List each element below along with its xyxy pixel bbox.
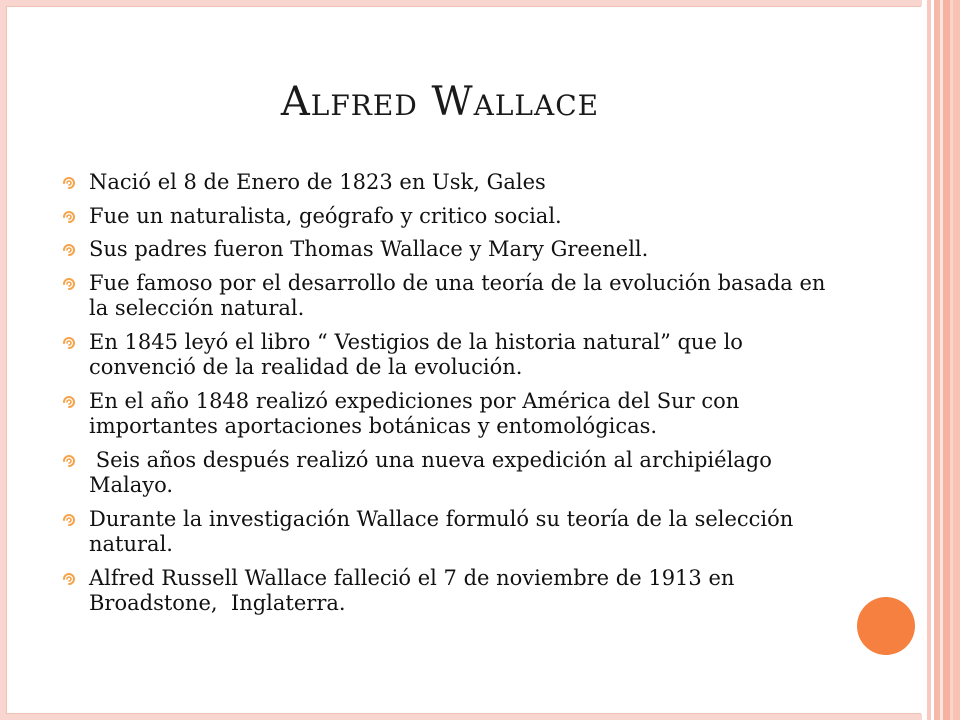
swirl-bullet-icon [62,336,76,350]
bullet-item [62,204,832,230]
swirl-bullet-icon [62,572,76,586]
bullet-item [62,271,832,322]
bullet-item [62,237,832,263]
bullet-item [62,448,832,499]
orange-circle-decoration [857,597,915,655]
frame-bottom-border [0,714,922,720]
swirl-bullet-icon [62,395,76,409]
bullet-text: Seis años después realizó una nueva expedición al archipiélago Malayo. [89,447,779,497]
bullet-item [62,389,832,440]
swirl-bullet-icon [62,277,76,291]
swirl-bullet-icon [62,243,76,257]
bullet-text: Alfred Russell Wallace falleció el 7 de noviembre de 1913 en Broadstone, Inglaterra. [89,565,742,615]
bullet-text: En 1845 leyó el libro “ Vestigios de la historia natural” que lo convenció de la realidad de la evolución. [89,329,750,379]
swirl-bullet-icon [62,454,76,468]
bullet-text: Fue un naturalista, geógrafo y critico social. [89,203,562,228]
bullet-text: Nació el 8 de Enero de 1823 en Usk, Gales [89,170,546,194]
bullet-text: En el año 1848 realizó expediciones por América del Sur con importantes aportaciones botánicas y entomológicas. [89,388,746,438]
right-stripes [922,0,960,720]
bullet-item [62,507,832,558]
bullet-text: Fue famoso por el desarrollo de una teoría de la evolución basada en la selección natural. [89,270,833,320]
slide-title: Alfred Wallace [280,78,600,125]
swirl-bullet-icon [62,210,76,224]
bullet-list [62,170,832,625]
bullet-item [62,330,832,381]
bullet-text: Sus padres fueron Thomas Wallace y Mary Greenell. [89,237,649,261]
bullet-item [62,566,832,617]
bullet-text: Durante la investigación Wallace formuló su teoría de la selección natural. [89,506,801,556]
bullet-item [62,170,832,196]
swirl-bullet-icon [62,513,76,527]
swirl-bullet-icon [62,176,76,190]
